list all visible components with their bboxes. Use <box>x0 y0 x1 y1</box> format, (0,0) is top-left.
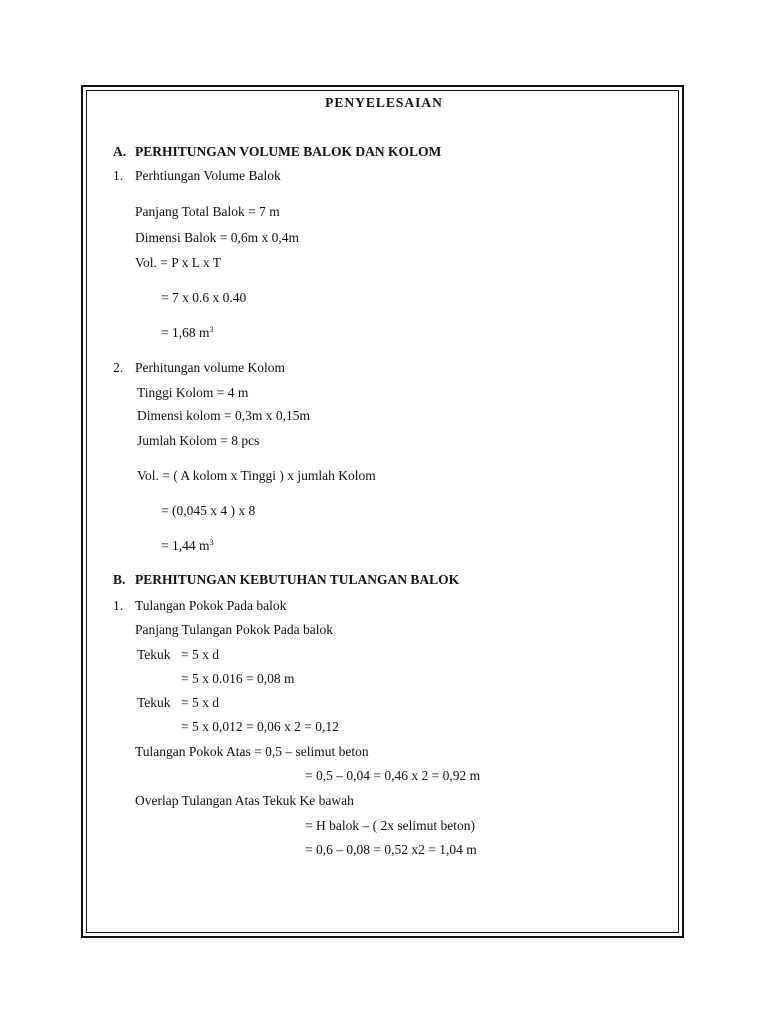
a-item2-line: Dimensi kolom = 0,3m x 0,15m <box>137 408 310 423</box>
a-item1-line: Panjang Total Balok = 7 m <box>135 204 280 219</box>
b-item1-line: Panjang Tulangan Pokok Pada balok <box>135 622 333 637</box>
a-item1-label: Perhtiungan Volume Balok <box>135 168 281 183</box>
b-item1-line: = 5 x d <box>181 647 219 662</box>
a-item2-result: = 1,44 $m^3$ <box>161 538 214 553</box>
section-b-heading: PERHITUNGAN KEBUTUHAN TULANGAN BALOK <box>135 572 460 587</box>
b-item1-number: 1. <box>113 598 124 613</box>
a-item2-line: Vol. = ( A kolom x Tinggi ) x jumlah Kolom <box>137 468 376 483</box>
a-item2-line: = (0,045 x 4 ) x 8 <box>161 503 256 518</box>
b-item1-line: = 5 x d <box>181 695 219 710</box>
section-a-letter: A. <box>113 144 127 159</box>
b-item1-line: Tulangan Pokok Atas = 0,5 – selimut beton <box>135 744 369 759</box>
b-item1-line: Overlap Tulangan Atas Tekuk Ke bawah <box>135 793 354 808</box>
a-item2-line: Tinggi Kolom = 4 m <box>137 385 249 400</box>
b-item1-line: = 0,6 – 0,08 = 0,52 x2 = 1,04 m <box>305 842 477 857</box>
a-item1-result: = 1,68 $m^3$ <box>161 325 214 340</box>
b-item1-line: = 5 x 0,012 = 0,06 x 2 = 0,12 <box>181 719 339 734</box>
a-item2-number: 2. <box>113 360 124 375</box>
section-a-heading: PERHITUNGAN VOLUME BALOK DAN KOLOM <box>135 144 442 159</box>
b-item1-line: = 0,5 – 0,04 = 0,46 x 2 = 0,92 m <box>305 768 481 783</box>
b-item1-line: = 5 x 0.016 = 0,08 m <box>181 671 295 686</box>
a-item2-label: Perhitungan volume Kolom <box>135 360 285 375</box>
b-item1-line: = H balok – ( 2x selimut beton) <box>305 818 475 833</box>
a-item1-number: 1. <box>113 168 124 183</box>
b-item1-label: Tulangan Pokok Pada balok <box>135 598 287 613</box>
b-item1-line: Tekuk <box>137 695 171 710</box>
document-title: PENYELESAIAN <box>325 95 443 110</box>
a-item2-line: Jumlah Kolom = 8 pcs <box>137 433 260 448</box>
a-item1-line: Dimensi Balok = 0,6m x 0,4m <box>135 230 299 245</box>
b-item1-line: Tekuk <box>137 647 171 662</box>
section-b-letter: B. <box>113 572 126 587</box>
a-item1-line: = 7 x 0.6 x 0.40 <box>161 290 247 305</box>
a-item1-line: Vol. = P x L x T <box>135 255 222 270</box>
